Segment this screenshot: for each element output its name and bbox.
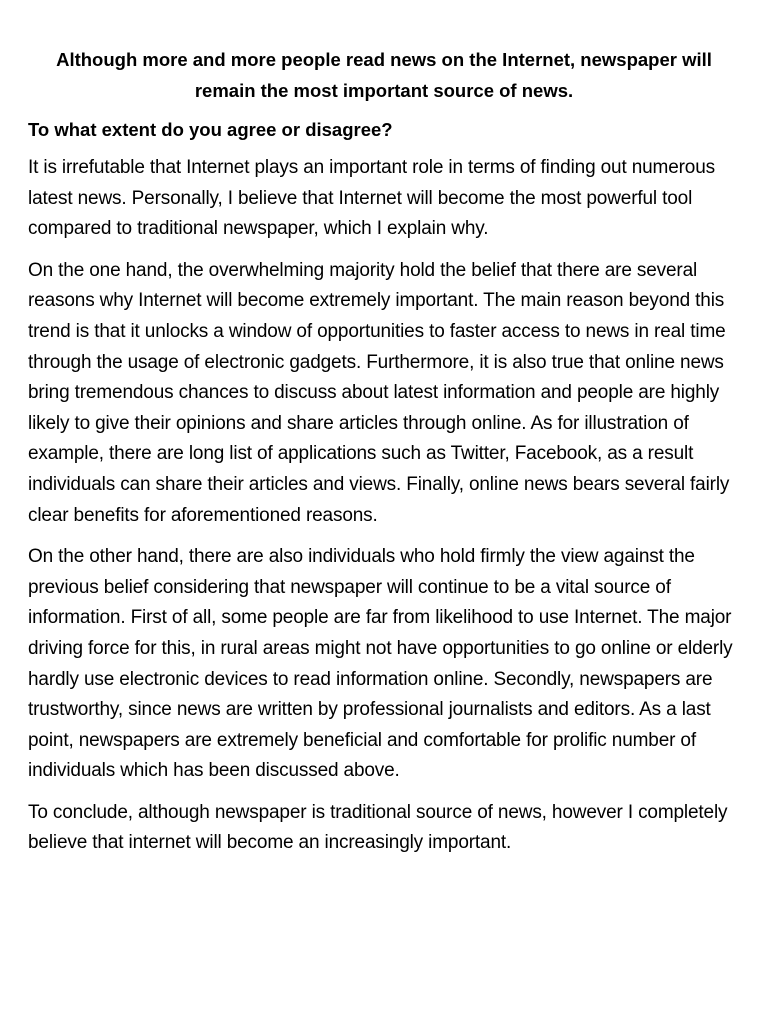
paragraph-introduction: It is irrefutable that Internet plays an important role in terms of finding out numerous latest news. Personally, I believe that Internet will become the most powerful tool compared to traditional newspaper, which I explain why. (28, 157, 715, 240)
essay-question: To what extent do you agree or disagree? (28, 119, 393, 140)
essay-page (28, 44, 740, 870)
essay-title: Although more and more people read news on the Internet, newspaper will remain the most important source of news. (56, 49, 712, 101)
paragraph-conclusion: To conclude, although newspaper is traditional source of news, however I completely believe that internet will become an increasingly important. (28, 801, 728, 854)
paragraph-body-two: On the other hand, there are also individuals who hold firmly the view against the previous belief considering that newspaper will continue to be a vital source of information. First of all, some people are far from likelihood to use Internet. The major driving force for this, in rural areas might not have opportunities to go online or elderly hardly use electronic devices to read information online. Secondly, newspapers are trustworthy, since news are written by professional journalists and editors. As a last point, newspapers are extremely beneficial and comfortable for prolific number of individuals which has been discussed above. (28, 546, 733, 782)
paragraph-body-one: On the one hand, the overwhelming majority hold the belief that there are several reasons why Internet will become extremely important. The main reason beyond this trend is that it unlocks a window of opportunities to faster access to news in real time through the usage of electronic gadgets. Furthermore, it is also true that online news bring tremendous chances to discuss about latest information and people are highly likely to give their opinions and share articles through online. As for illustration of example, there are long list of applications such as Twitter, Facebook, as a result individuals can share their articles and views. Finally, online news bears several fairly clear benefits for aforementioned reasons. (28, 259, 730, 526)
